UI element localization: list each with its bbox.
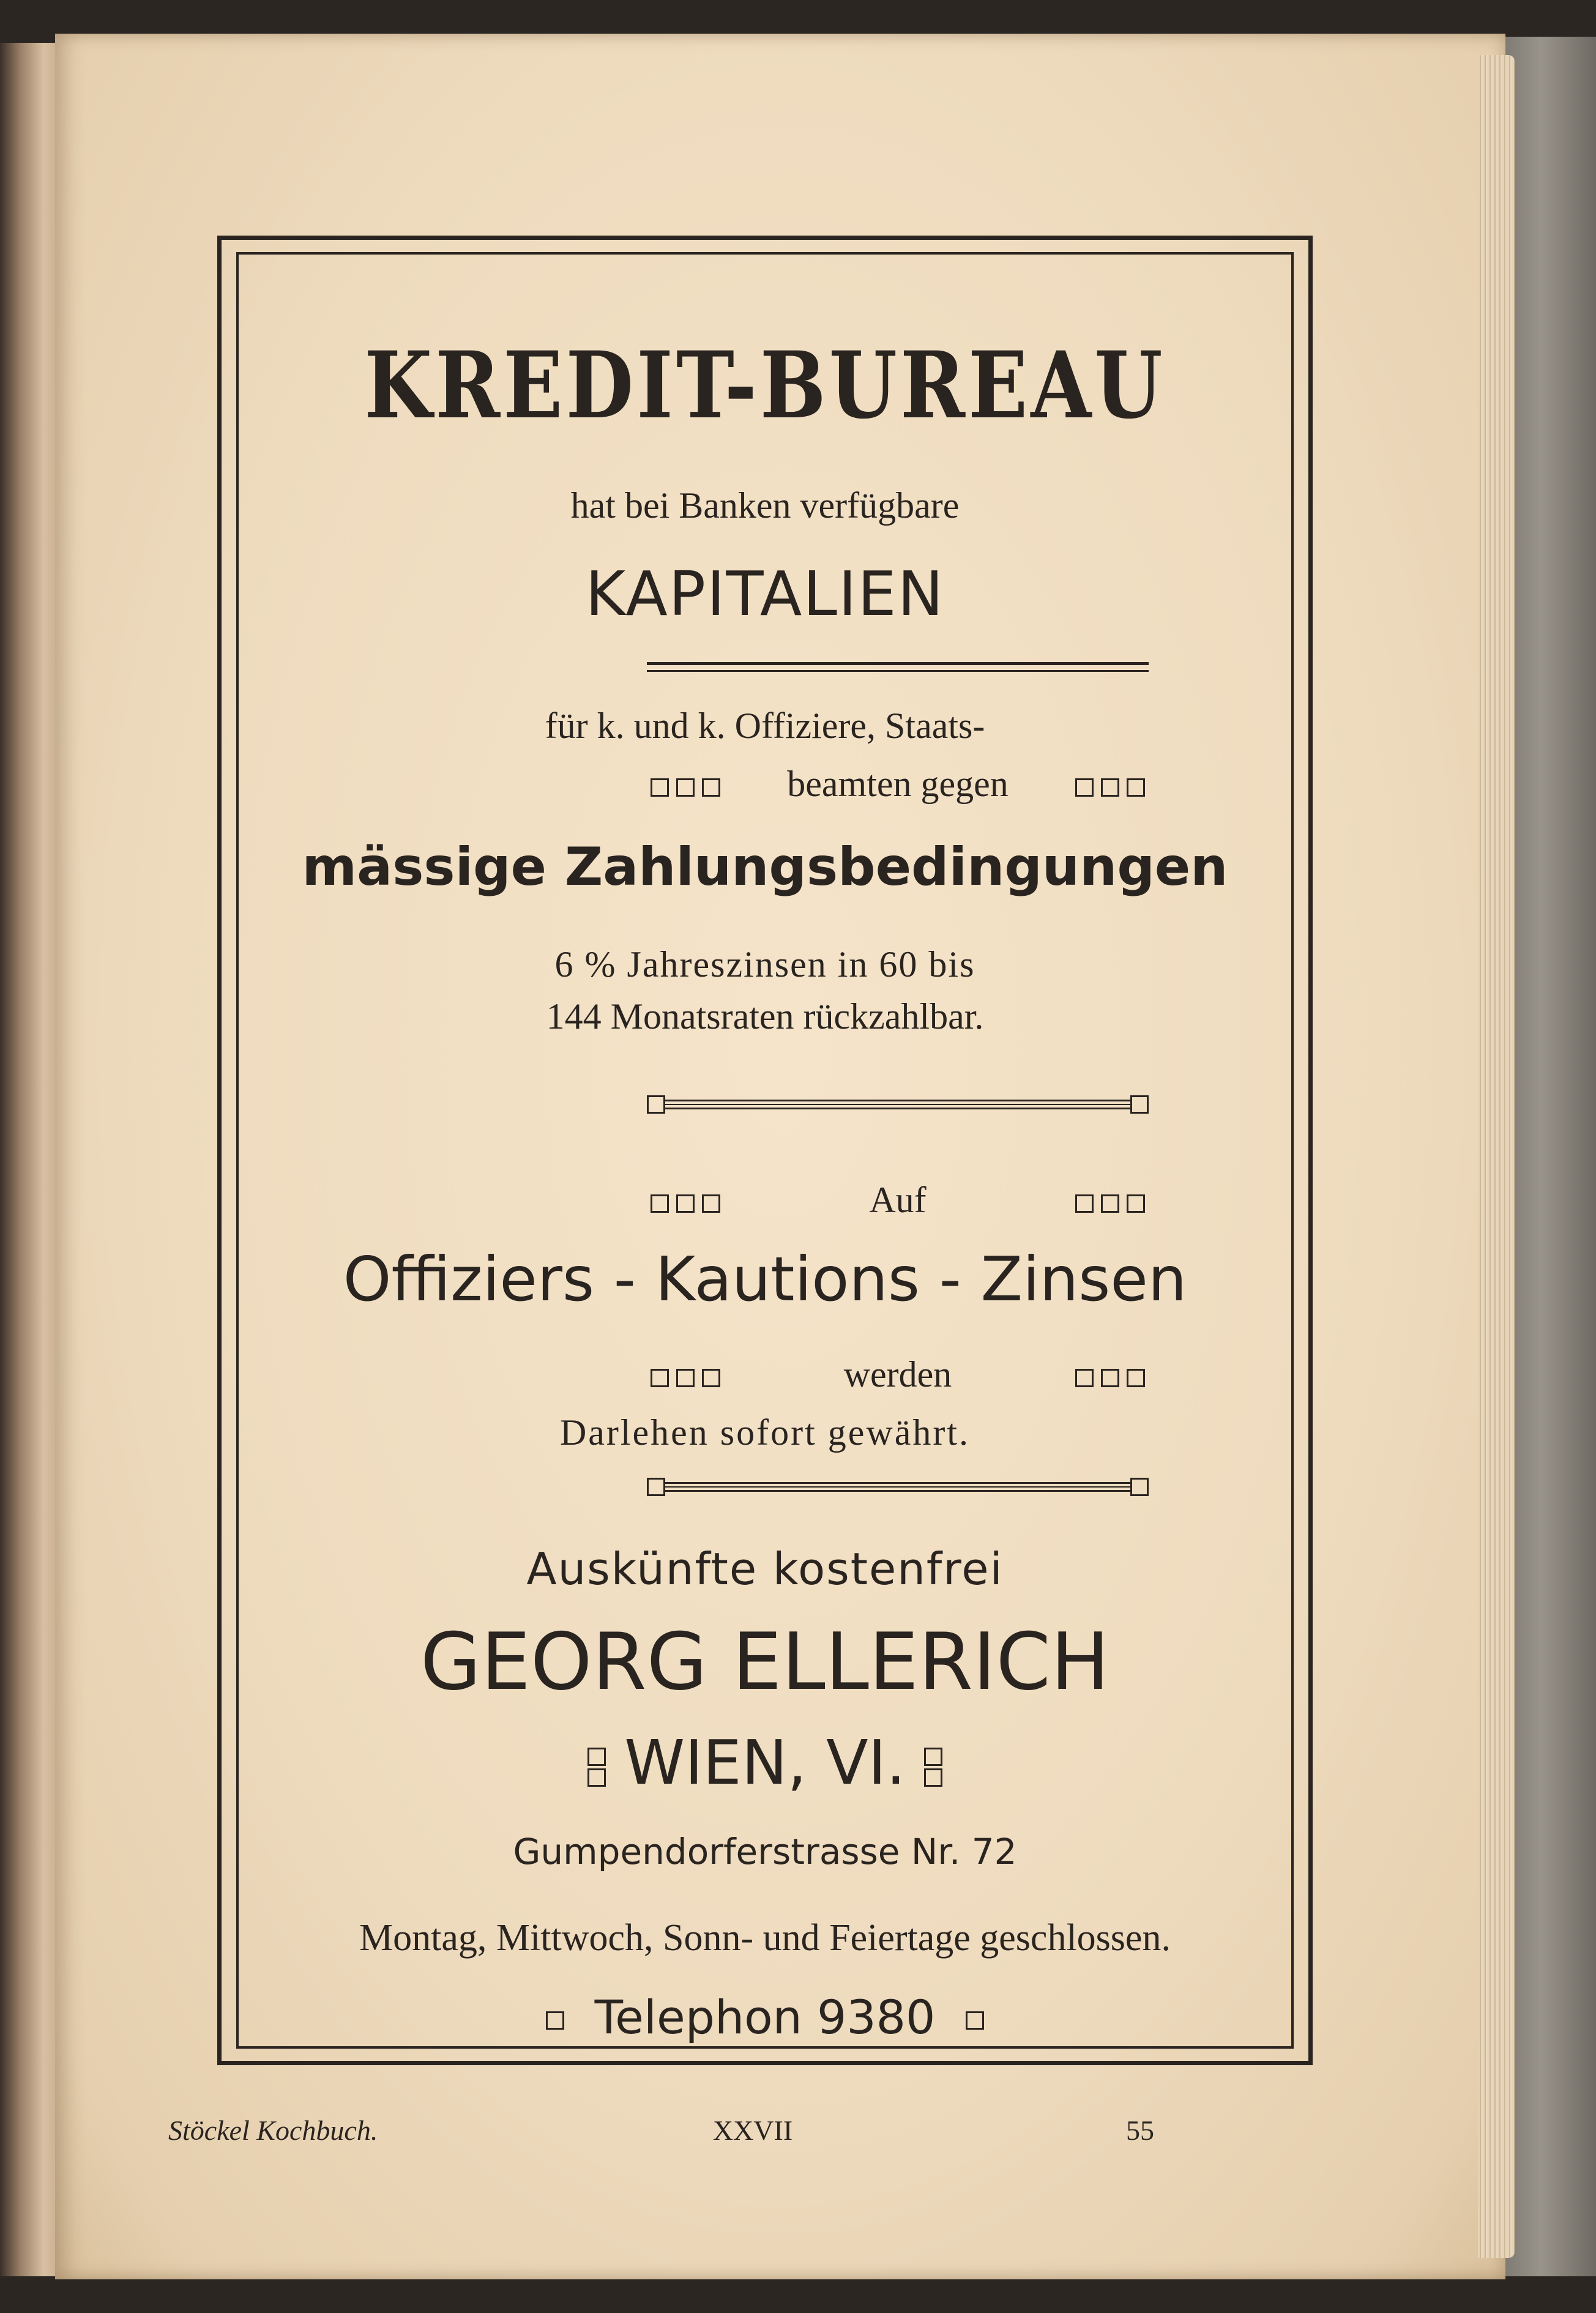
page [55,34,1505,2279]
ornament-divider [647,1476,1149,1498]
ad-street: Gumpendorferstrasse Nr. 72 [513,1831,1017,1872]
square-ornament-group [1072,763,1149,805]
ad-darlehen: Darlehen sofort gewährt. [559,1412,971,1453]
square-ornament-group [647,763,724,805]
square-ornament-group [1072,1354,1149,1396]
book-cover-edge [1504,37,1596,2276]
ad-line-officials-row [647,763,1149,805]
square-ornament-group [647,1354,724,1396]
page-stack-edges [1478,55,1515,2258]
footer-section-number: XXVII [712,2115,793,2146]
left-page-edge [0,43,58,2276]
ad-line-banks: hat bei Banken verfügbare [570,485,960,526]
square-ornament [546,2011,564,2030]
ad-auskuenfte: Auskünfte kostenfrei [526,1543,1004,1595]
ad-line-officers: für k. und k. Offiziere, Staats- [545,706,985,746]
ad-auf: Auf [869,1180,927,1220]
ad-title: KREDIT-BUREAU [364,332,1166,439]
double-rule [647,662,1149,672]
square-ornament-group [647,1179,724,1221]
ad-werden: werden [843,1354,952,1395]
square-ornament-stack [924,1745,942,1789]
advertisement-frame [217,236,1313,2065]
ad-werden-row [647,1354,1149,1396]
advertisement [222,240,1308,2061]
square-ornament-group [1072,1179,1149,1221]
ad-line-officials: beamten gegen [787,764,1009,804]
ad-city: WIEN, VI. [624,1727,906,1798]
ad-rate-line-1: 6 % Jahreszinsen in 60 bis [554,944,975,985]
footer-book-title: Stöckel Kochbuch. [168,2115,378,2146]
ornament-divider [647,1093,1149,1116]
ad-headline-kautions: Offiziers - Kautions - Zinsen [343,1243,1187,1315]
ad-hours: Montag, Mittwoch, Sonn- und Feiertage geschlossen. [359,1917,1171,1959]
ad-kapitalien: KAPITALIEN [585,558,945,630]
square-ornament-stack [587,1745,606,1789]
footer-page-number: 55 [1126,2115,1154,2146]
ad-city-row [222,1727,1308,1798]
square-ornament [966,2011,984,2030]
ad-company-name: GEORG ELLERICH [420,1617,1110,1708]
ad-phone-row [222,1990,1308,2044]
ad-phone: Telephon 9380 [594,1990,936,2044]
ad-rate-line-2: 144 Monatsraten rückzahlbar. [546,996,984,1037]
ad-headline-terms: mässige Zahlungsbedingungen [302,836,1228,898]
ad-auf-row [647,1179,1149,1221]
